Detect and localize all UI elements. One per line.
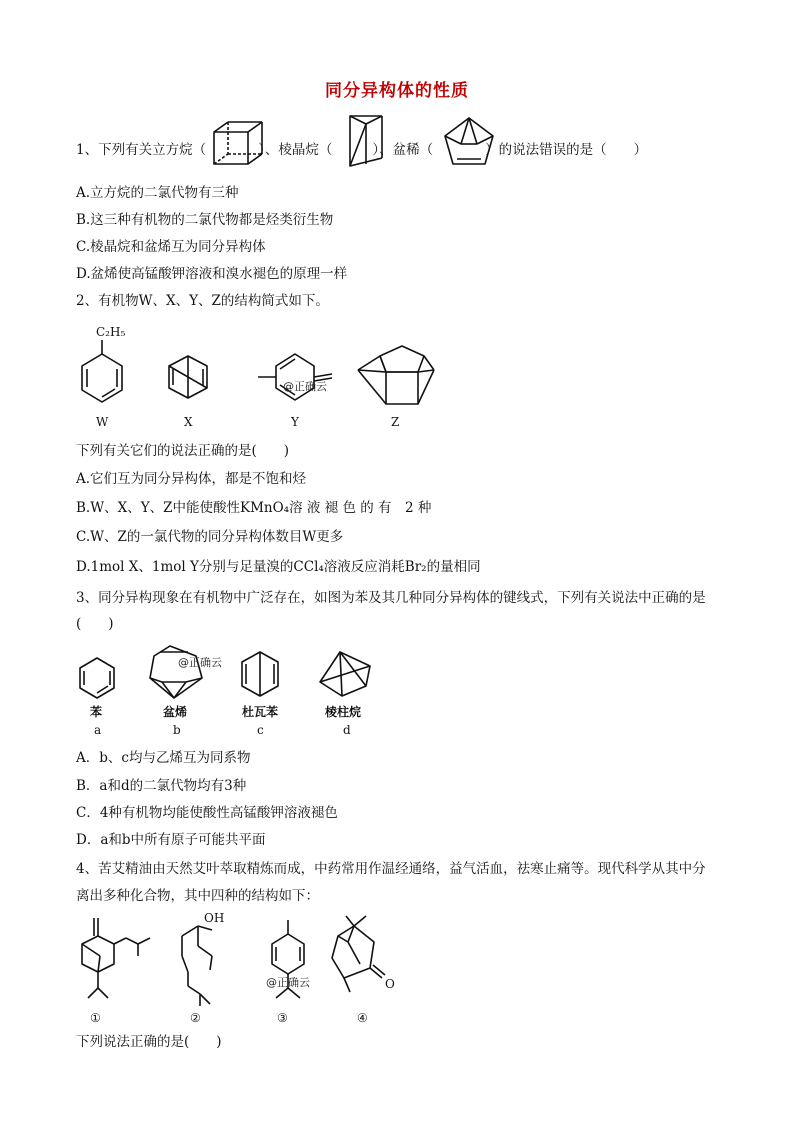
- letter-d: d: [343, 723, 351, 737]
- q1-option-c: C.棱晶烷和盆烯互为同分异构体: [76, 239, 266, 255]
- cubane-structure: [210, 118, 266, 168]
- q3-option-a: A．b、c均与乙烯互为同系物: [76, 750, 251, 766]
- oh-label: OH: [204, 911, 225, 925]
- label-z: Z: [391, 415, 400, 429]
- compound-number-4: ④: [357, 1011, 368, 1025]
- q2-option-a: A.它们互为同分异构体，都是不饱和烃: [76, 471, 307, 487]
- q3-stem-line2: ( ): [76, 616, 114, 632]
- q4-structures: [70, 906, 410, 1030]
- q2-option-c: C.W、Z的一氯代物的同分异构体数目W更多: [76, 529, 344, 545]
- name-d: 棱柱烷: [325, 705, 362, 719]
- q2-structures: [70, 318, 450, 434]
- q1-option-a: A.立方烷的二氯代物有三种: [76, 185, 239, 201]
- name-c: 杜瓦苯: [242, 705, 279, 719]
- prismane-structure: [344, 110, 388, 172]
- letter-a: a: [94, 723, 102, 737]
- q2-option-d: D.1mol X、1mol Y分别与足量溴的CCl₄溶液反应消耗Br₂的量相同: [76, 559, 481, 575]
- q2-stem: 2、有机物W、X、Y、Z的结构简式如下。: [76, 293, 329, 309]
- q1-option-d: D.盆烯使高锰酸钾溶液和溴水褪色的原理一样: [76, 266, 348, 282]
- q3-option-c: C．4种有机物均能使酸性高锰酸钾溶液褪色: [76, 805, 338, 821]
- q4-stem-line2: 离出多种化合物，其中四种的结构如下：: [76, 888, 319, 904]
- carbonyl-o-label: O: [385, 977, 395, 991]
- q1-stem: 1、下列有关立方烷（ ）、棱晶烷（ ）、盆稀（ ）的说法错误的是（ ）: [76, 142, 648, 158]
- label-w: W: [96, 415, 109, 429]
- compound-number-1: ①: [90, 1011, 101, 1025]
- q4-question: 下列说法正确的是( ): [76, 1034, 222, 1050]
- q3-option-b: B．a和d的二氯代物均有3种: [76, 778, 247, 794]
- q3-option-d: D．a和b中所有原子可能共平面: [76, 832, 266, 848]
- compound-number-2: ②: [190, 1011, 201, 1025]
- q3-stem-line1: 3、同分异构现象在有机物中广泛存在，如图为苯及其几种同分异构体的键线式，下列有关说法中正确的是: [76, 590, 706, 606]
- watermark: @正确云: [283, 380, 327, 393]
- ethyl-substituent-label: C₂H₅: [96, 325, 126, 339]
- letter-b: b: [173, 723, 181, 737]
- q1-option-b: B.这三种有机物的二氯代物都是烃类衍生物: [76, 212, 334, 228]
- name-b: 盆烯: [163, 705, 188, 719]
- page-title: 同分异构体的性质: [325, 81, 469, 101]
- benzvalene-structure: [440, 114, 498, 170]
- q3-structures: [70, 640, 410, 740]
- name-a: 苯: [90, 705, 103, 719]
- label-y: Y: [291, 415, 299, 429]
- q2-question: 下列有关它们的说法正确的是( ): [76, 443, 290, 459]
- watermark: @正确云: [266, 976, 310, 989]
- compound-number-3: ③: [277, 1011, 288, 1025]
- letter-c: c: [257, 723, 264, 737]
- label-x: X: [184, 415, 193, 429]
- watermark: @正确云: [178, 656, 222, 669]
- q4-stem-line1: 4、苦艾精油由天然艾叶萃取精炼而成，中药常用作温经通络，益气活血，祛寒止痛等。现代科学从其中分: [76, 861, 706, 877]
- q2-option-b: B.W、X、Y、Z中能使酸性KMnO₄溶 液 褪 色 的 有 2 种: [76, 500, 432, 516]
